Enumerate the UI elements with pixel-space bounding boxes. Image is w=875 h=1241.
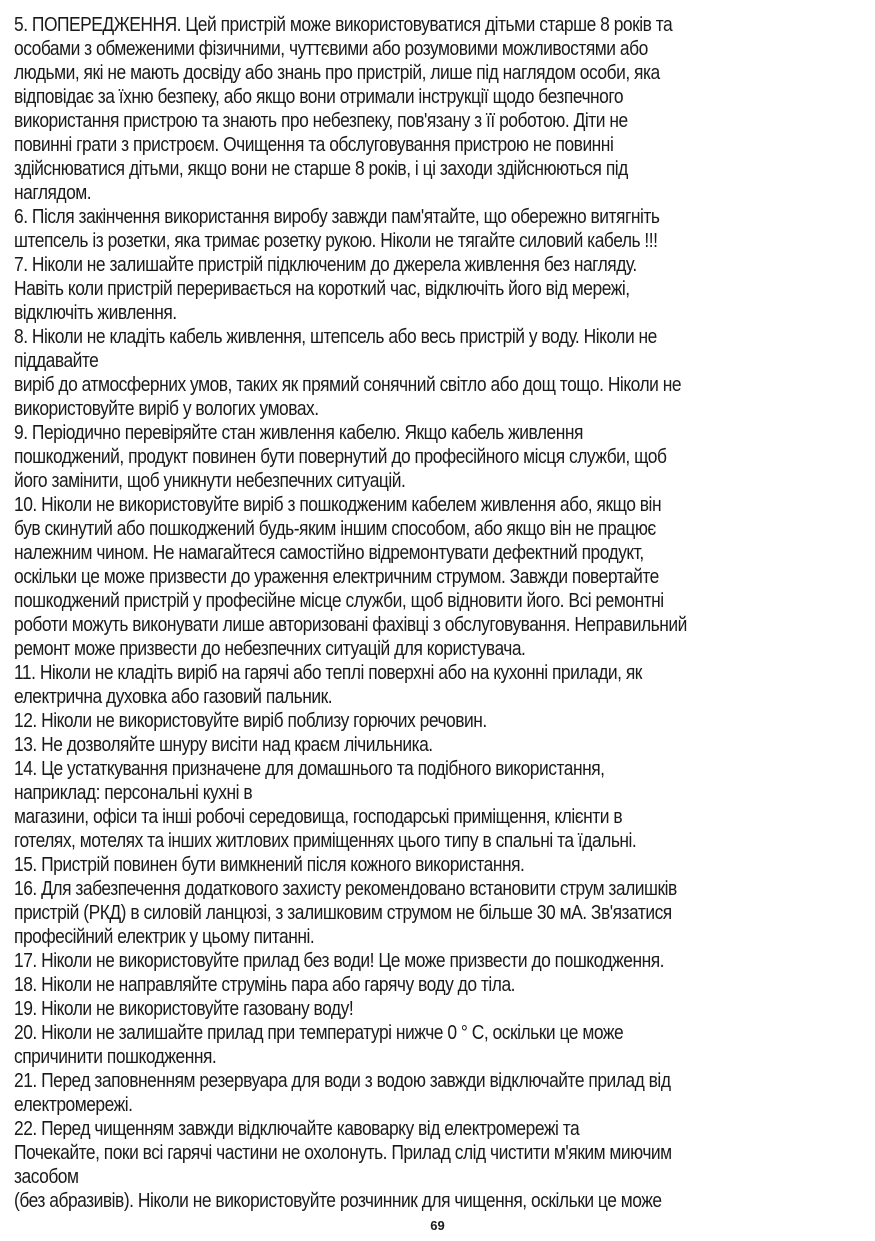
text-line: 9. Періодично перевіряйте стан живлення кабелю. Якщо кабель живлення xyxy=(14,422,583,444)
text-line: наприклад: персональні кухні в xyxy=(14,782,253,804)
text-line: 21. Перед заповненням резервуара для води з водою завжди відключайте прилад від xyxy=(14,1070,671,1092)
text-line: повинні грати з пристроєм. Очищення та обслуговування пристрою не повинні xyxy=(14,134,614,156)
page-number: 69 xyxy=(430,1218,445,1233)
text-line: використовуйте виріб у вологих умовах. xyxy=(14,398,319,420)
text-line: роботи можуть виконувати лише авторизовані фахівці з обслуговування. Неправильний xyxy=(14,614,687,636)
text-line: 13. Не дозволяйте шнуру висіти над краєм лічильника. xyxy=(14,734,433,756)
text-line: 17. Ніколи не використовуйте прилад без води! Це може призвести до пошкодження. xyxy=(14,950,665,972)
text-line: 8. Ніколи не кладіть кабель живлення, штепсель або весь пристрій у воду. Ніколи не xyxy=(14,326,657,348)
text-line: 16. Для забезпечення додаткового захисту рекомендовано встановити струм залишків xyxy=(14,878,677,900)
text-line: електрична духовка або газовий пальник. xyxy=(14,686,333,708)
text-line: особами з обмеженими фізичними, чуттєвими або розумовими можливостями або xyxy=(14,38,648,60)
text-line: піддавайте xyxy=(14,350,99,372)
text-line: 18. Ніколи не направляйте струмінь пара або гарячу воду до тіла. xyxy=(14,974,516,996)
text-line: (без абразивів). Ніколи не використовуйте розчинник для чищення, оскільки це може xyxy=(14,1190,662,1212)
text-line: пошкоджений, продукт повинен бути повернутий до професійного місця служби, щоб xyxy=(14,446,667,468)
text-line: 22. Перед чищенням завжди відключайте кавоварку від електромережі та xyxy=(14,1118,580,1140)
text-line: 6. Після закінчення використання виробу завжди пам'ятайте, що обережно витягніть xyxy=(14,206,660,228)
text-line: штепсель із розетки, яка тримає розетку рукою. Ніколи не тягайте силовий кабель !!! xyxy=(14,230,658,252)
text-line: готелях, мотелях та інших житлових приміщеннях цього типу в спальні та їдальні. xyxy=(14,830,637,852)
document-body xyxy=(14,13,864,1213)
text-line: оскільки це може призвести до ураження електричним струмом. Завжди повертайте xyxy=(14,566,659,588)
text-line: людьми, які не мають досвіду або знань про пристрій, лише під наглядом особи, яка xyxy=(14,62,660,84)
text-line: магазини, офіси та інші робочі середовища, господарські приміщення, клієнти в xyxy=(14,806,623,828)
text-line: 15. Пристрій повинен бути вимкнений після кожного використання. xyxy=(14,854,525,876)
text-line: 11. Ніколи не кладіть виріб на гарячі або теплі поверхні або на кухонні прилади, як xyxy=(14,662,642,684)
text-line: 7. Ніколи не залишайте пристрій підключеним до джерела живлення без нагляду. xyxy=(14,254,637,276)
text-line: спричинити пошкодження. xyxy=(14,1046,217,1068)
text-line: наглядом. xyxy=(14,182,92,204)
text-line: відповідає за їхню безпеку, або якщо вони отримали інструкції щодо безпечного xyxy=(14,86,624,108)
text-line: ремонт може призвести до небезпечних ситуацій для користувача. xyxy=(14,638,526,660)
text-line: належним чином. Не намагайтеся самостійно відремонтувати дефектний продукт, xyxy=(14,542,644,564)
text-line: професійний електрик у цьому питанні. xyxy=(14,926,315,948)
text-line: засобом xyxy=(14,1166,79,1188)
text-line: пристрій (РКД) в силовій ланцюзі, з залишковим струмом не більше 30 мА. Зв'язатися xyxy=(14,902,672,924)
text-line: Навіть коли пристрій переривається на короткий час, відключіть його від мережі, xyxy=(14,278,630,300)
text-line: електромережі. xyxy=(14,1094,133,1116)
text-line: його замінити, щоб уникнути небезпечних ситуацій. xyxy=(14,470,406,492)
text-line: 12. Ніколи не використовуйте виріб поблизу горючих речовин. xyxy=(14,710,487,732)
text-line: здійснюватися дітьми, якщо вони не старше 8 років, і ці заходи здійснюються під xyxy=(14,158,628,180)
text-line: 19. Ніколи не використовуйте газовану воду! xyxy=(14,998,354,1020)
text-line: відключіть живлення. xyxy=(14,302,177,324)
text-line: 14. Це устаткування призначене для домашнього та подібного використання, xyxy=(14,758,605,780)
text-line: пошкоджений пристрій у професійне місце служби, щоб відновити його. Всі ремонтні xyxy=(14,590,664,612)
text-line: 10. Ніколи не використовуйте виріб з пошкодженим кабелем живлення або, якщо він xyxy=(14,494,662,516)
text-line: 5. ПОПЕРЕДЖЕННЯ. Цей пристрій може використовуватися дітьми старше 8 років та xyxy=(14,14,673,36)
text-line: 20. Ніколи не залишайте прилад при температурі нижче 0 ° C, оскільки це може xyxy=(14,1022,624,1044)
text-line: виріб до атмосферних умов, таких як прямий сонячний світло або дощ тощо. Ніколи не xyxy=(14,374,682,396)
text-line: використання пристрою та знають про небезпеку, пов'язану з її роботою. Діти не xyxy=(14,110,628,132)
text-line: Почекайте, поки всі гарячі частини не охолонуть. Прилад слід чистити м'яким миючим xyxy=(14,1142,672,1164)
text-line: був скинутий або пошкоджений будь-яким іншим способом, або якщо він не працює xyxy=(14,518,656,540)
